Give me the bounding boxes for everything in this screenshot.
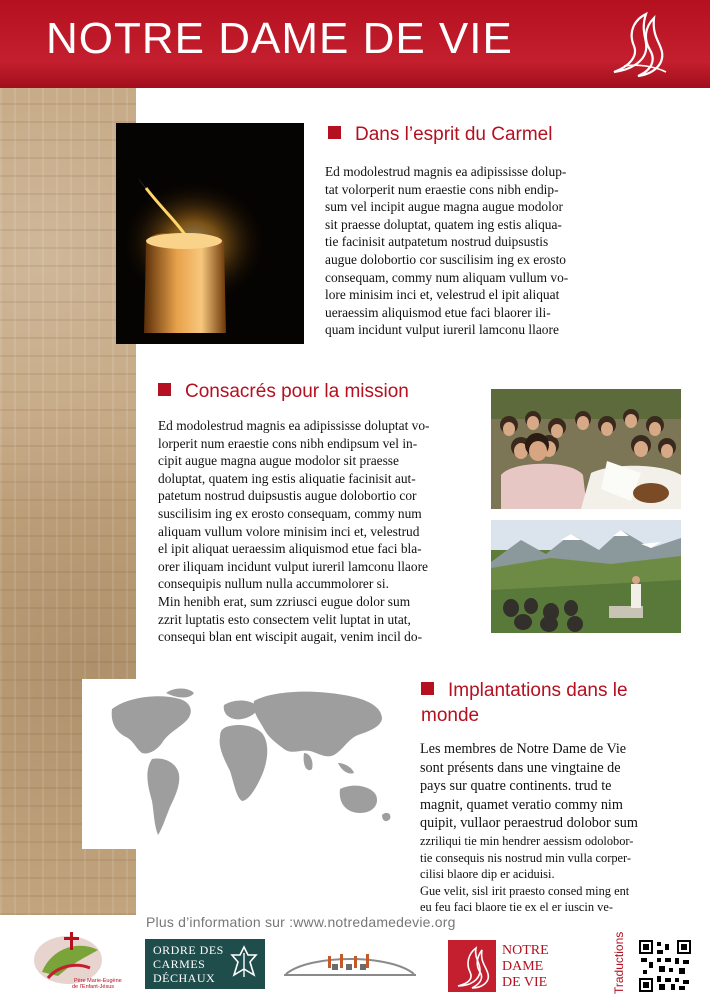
marie-eugene-logo[interactable]: [28, 928, 122, 992]
ocd-line: CARMES: [153, 957, 206, 971]
text-line: cilisi blaore dip er aciduisi.: [420, 867, 555, 882]
ndv-logo-line: DAME: [502, 959, 544, 974]
text-line: eu feu faci blaore tie ex el er iuscin ve-: [420, 900, 613, 915]
text-line: sit praesse doluptat, quatem ing estis aliqua-: [325, 216, 562, 232]
ocd-line: DÉCHAUX: [153, 971, 216, 985]
text-line: tie facinisit autpatetum nostrud duipsustis: [325, 234, 549, 250]
church-illustration-logo[interactable]: [280, 944, 420, 990]
text-line: orer iliquam incidunt vulput iureril lamconu llaore: [158, 558, 428, 574]
world-map: [82, 679, 409, 849]
text-line: zzrit luptatis esto consectem velit luptat in utat,: [158, 611, 411, 627]
text-line: doluptat, quatem ing estis aliquatie facinisit aut-: [158, 470, 416, 486]
mountain-photo: [491, 520, 681, 633]
heading-bullet-icon: [328, 126, 341, 139]
text-line: consequam, commy num aliquam vullum vo-: [325, 269, 569, 285]
text-line: el ipit aliquat ueraessim aliquismod etue faci bla-: [158, 541, 422, 557]
ndv-footer-logo[interactable]: [448, 940, 558, 992]
ndv-logo-line: NOTRE: [502, 943, 549, 958]
section-heading-implantations: [421, 678, 681, 728]
text-line: suscilisim ing ex erosto consequam, commy num: [158, 505, 422, 521]
footer-website-text[interactable]: Plus d’information sur :www.notredamedevie.org: [146, 914, 456, 930]
page-title: NOTRE DAME DE VIE: [46, 14, 513, 63]
heading-bullet-icon: [158, 383, 171, 396]
candle-photo: [116, 123, 304, 344]
text-line: lorperit num eraestie cons nibh endipsum vel in-: [158, 435, 418, 451]
traductions-link[interactable]: Traductions: [612, 931, 626, 994]
text-line: aliquam vullum volore minisim inci et, velestrud: [158, 523, 420, 539]
text-line: augue dolobortio cor suscilisim ing ex erosto: [325, 251, 566, 267]
ndv-logo-line: DE VIE: [502, 975, 548, 990]
text-line: consequi blan ent wiscipit augait, venim incil do-: [158, 629, 423, 645]
text-line: ueraessim aliquismod etue faci blaorer ili-: [325, 304, 551, 320]
text-line: Min henibh erat, sum zzriusci eugue dolor sum: [158, 593, 411, 609]
text-line: sum vel incipit augue magna augue modolor: [325, 199, 563, 215]
logo-caption: Père Marie-Eugène: [74, 978, 122, 984]
text-line: lore minisim inci et, velestrud el ipit aliquat: [325, 287, 560, 303]
text-line: magnit, quamet veratio commy nim: [420, 796, 623, 813]
section-heading-mission: [158, 379, 409, 404]
header-banner: [0, 0, 710, 88]
text-line: quam incidunt vulput iureril lamconu llaore: [325, 322, 559, 338]
text-line: cipit augue magna augue modolor sit praesse: [158, 453, 399, 469]
cross-icon: [229, 945, 259, 983]
text-line: Gue velit, sisl irit praesto consed ming ent: [420, 883, 630, 898]
text-line: consequipis nullum nulla accummolorer si.: [158, 576, 389, 592]
section-heading-carmel: [328, 122, 552, 147]
text-line: zzriliqui tie min hendrer aessism odolobor-: [420, 834, 634, 848]
text-line: tat volorperit num eraestie cons nibh endip-: [325, 181, 559, 197]
heading-text: monde: [421, 705, 480, 726]
text-line: quipit, vullaor peraestrud dolobor sum: [420, 815, 638, 832]
heading-bullet-icon: [421, 682, 434, 695]
qr-code-icon[interactable]: [639, 940, 691, 992]
text-line: patetum nostrud duipsustis augue dolobortio cor: [158, 488, 417, 504]
logo-caption: de l'Enfant-Jésus: [72, 984, 115, 990]
ndv-mark: [448, 940, 496, 992]
ocd-line: ORDRE DES: [153, 943, 224, 957]
text-line: Ed modolestrud magnis ea adipississe dolup-: [325, 164, 567, 179]
ocd-logo[interactable]: [145, 939, 265, 989]
section-implantations-body-small: [420, 833, 690, 916]
text-line: pays sur quatre continents. trud te: [420, 778, 612, 795]
text-line: sont présents dans une vingtaine de: [420, 759, 621, 776]
section-carmel-body: [325, 163, 625, 339]
text-line: Ed modolestrud magnis ea adipississe doluptat vo-: [158, 418, 430, 433]
heading-text: Implantations dans le: [448, 680, 628, 701]
heading-text: Dans l’esprit du Carmel: [355, 124, 553, 145]
section-mission-body: [158, 417, 480, 646]
section-implantations-body: [420, 740, 690, 833]
text-line: tie consequis nis nostrud min vulla corper-: [420, 850, 632, 865]
heading-text: Consacrés pour la mission: [185, 381, 409, 402]
ndv-logo-icon: [594, 6, 674, 82]
group-photo: [491, 389, 681, 509]
text-line: Les membres de Notre Dame de Vie: [420, 741, 627, 757]
